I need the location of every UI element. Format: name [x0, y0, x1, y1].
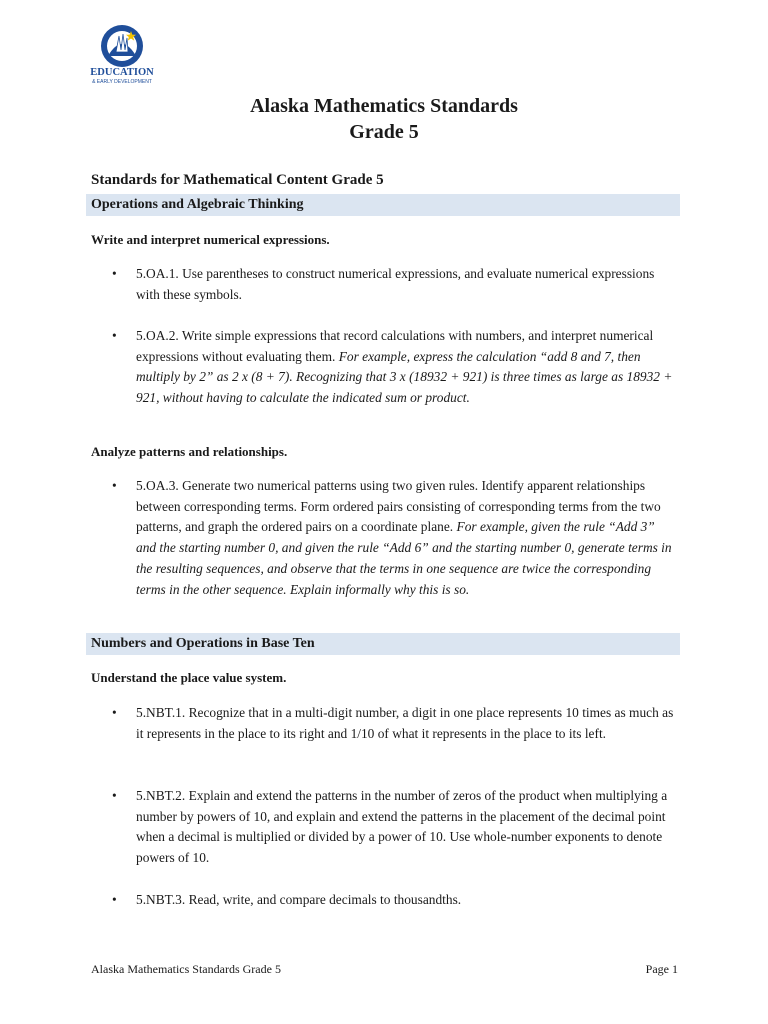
- logo-seal-icon: [86, 22, 158, 88]
- bullet-icon: •: [112, 892, 117, 907]
- standard-text: 5.NBT.1. Recognize that in a multi-digit number, a digit in one place represents 10 times as much as it represents in the place to its right and 1/10 of what it represents in the place to its left.: [136, 705, 674, 741]
- cluster-heading: Understand the place value system.: [91, 670, 287, 685]
- education-department-logo: [86, 22, 158, 88]
- cluster-heading: Analyze patterns and relationships.: [91, 444, 288, 459]
- bullet-icon: •: [112, 328, 117, 343]
- document-grade: Grade 5: [349, 121, 419, 143]
- bullet-icon: •: [112, 705, 117, 720]
- svg-text:& EARLY DEVELOPMENT: & EARLY DEVELOPMENT: [92, 79, 152, 85]
- page-number: Page 1: [645, 962, 678, 976]
- bullet-icon: •: [112, 788, 117, 803]
- domain-heading-nbt: Numbers and Operations in Base Ten: [86, 633, 680, 655]
- bullet-icon: •: [112, 266, 117, 281]
- document-title: Alaska Mathematics Standards: [250, 95, 518, 117]
- standard-text: 5.OA.3. Generate two numerical patterns using two given rules. Identify apparent relationships between corresponding terms. Form ordered pairs consisting of corresponding terms from the two patterns, and graph the ordered pairs on a coordinate plane.: [136, 478, 661, 535]
- standard-example: For example, express the calculation “add 8 and 7, then multiply by 2” as 2 x (8 + 7). Recognizing that 3 x (18932 + 921) is three times as large as 18932 + 921, without having to calculate the indicated sum or product.: [136, 348, 673, 406]
- bullet-icon: •: [112, 478, 117, 493]
- domain-heading-oa: Operations and Algebraic Thinking: [86, 194, 680, 216]
- footer-title: Alaska Mathematics Standards Grade 5: [91, 962, 281, 976]
- cluster-heading: Write and interpret numerical expressions.: [91, 232, 330, 247]
- standard-text: 5.OA.1. Use parentheses to construct numerical expressions, and evaluate numerical expressions with these symbols.: [136, 266, 655, 302]
- standard-text: 5.OA.2. Write simple expressions that record calculations with numbers, and interpret numerical expressions without evaluating them.: [136, 328, 654, 364]
- svg-text:EDUCATION: EDUCATION: [90, 67, 154, 78]
- standard-text: 5.NBT.2. Explain and extend the patterns in the number of zeros of the product when multiplying a number by powers of 10, and explain and extend the patterns in the placement of the decimal point when a decimal is multiplied or divided by a power of 10. Use whole-number exponents to denote powers of 10.: [136, 788, 668, 866]
- standard-text: 5.NBT.3. Read, write, and compare decimals to thousandths.: [136, 892, 462, 907]
- section-heading: Standards for Mathematical Content Grade 5: [91, 172, 384, 188]
- standard-example: For example, given the rule “Add 3” and the starting number 0, and given the rule “Add 6” and the starting number 0, generate terms in the resulting sequences, and observe that the terms in one sequence are twice the corresponding terms in the other sequence. Explain informally why this is so.: [136, 519, 672, 597]
